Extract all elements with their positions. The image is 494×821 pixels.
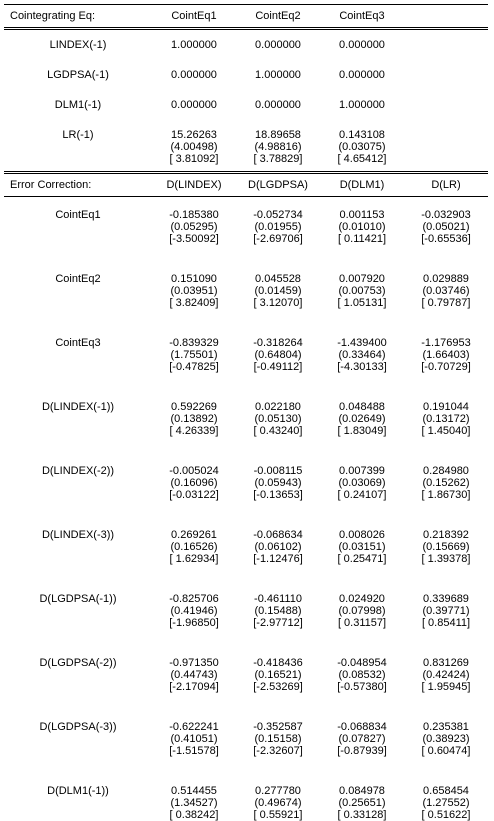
coefficient: 0.000000	[339, 69, 385, 81]
value-cell	[320, 39, 404, 51]
t-stat: [-0.70729]	[421, 361, 471, 373]
std-error: (0.01955)	[254, 221, 302, 233]
error-correction-body	[4, 205, 488, 821]
std-error: (1.75501)	[170, 349, 218, 361]
value-cell	[320, 529, 404, 565]
std-error: (1.34527)	[170, 797, 218, 809]
value-cell	[236, 99, 320, 111]
std-error: (0.01010)	[338, 221, 386, 233]
coefficient: -0.418436	[253, 657, 303, 669]
table-row	[4, 95, 488, 111]
coefficient: 0.191044	[423, 401, 469, 413]
value-cell	[404, 337, 488, 373]
row-label: CointEq2	[55, 273, 101, 285]
std-error: (0.41051)	[170, 733, 218, 745]
coefficient: 0.658454	[423, 785, 469, 797]
row-label: LINDEX(-1)	[49, 39, 107, 51]
t-stat: [-3.50092]	[169, 233, 219, 245]
t-stat: [ 4.26339]	[169, 425, 219, 437]
t-stat: [-0.87939]	[337, 745, 387, 757]
coefficient: -0.008115	[253, 465, 303, 477]
coefficient: -0.068834	[337, 721, 387, 733]
t-stat: [-2.97712]	[253, 617, 303, 629]
value-cell	[236, 529, 320, 565]
value-cell	[152, 337, 236, 373]
coefficient: 0.029889	[423, 273, 469, 285]
value-cell	[236, 129, 320, 165]
value-cell	[320, 209, 404, 245]
std-error: (0.15669)	[422, 541, 470, 553]
value-cell	[320, 129, 404, 165]
t-stat: [-0.13653]	[253, 489, 303, 501]
std-error: (0.41946)	[170, 605, 218, 617]
std-error: (0.38923)	[422, 733, 470, 745]
t-stat: [ 3.82409]	[169, 297, 219, 309]
t-stat: [ 0.38242]	[169, 809, 219, 821]
coefficient: 0.235381	[423, 721, 469, 733]
coefficient: 0.000000	[171, 69, 217, 81]
std-error: (0.01459)	[254, 285, 302, 297]
t-stat: [-0.65536]	[421, 233, 471, 245]
coefficient: -1.439400	[337, 337, 387, 349]
std-error: (0.15262)	[422, 477, 470, 489]
std-error: (0.49674)	[254, 797, 302, 809]
coefficient: 0.831269	[423, 657, 469, 669]
std-error: (0.03075)	[338, 141, 386, 153]
row-label: D(LGDPSA(-1))	[39, 593, 117, 605]
coefficient: 1.000000	[255, 69, 301, 81]
header-col: CointEq1	[171, 10, 217, 22]
coefficient: 1.000000	[171, 39, 217, 51]
value-cell	[404, 273, 488, 309]
std-error: (0.64804)	[254, 349, 302, 361]
t-stat: [ 1.05131]	[337, 297, 387, 309]
cointegrating-body	[4, 35, 488, 165]
std-error: (0.42424)	[422, 669, 470, 681]
coefficient: 0.084978	[339, 785, 385, 797]
value-cell	[404, 721, 488, 757]
cointegrating-header	[4, 5, 488, 27]
std-error: (0.02649)	[338, 413, 386, 425]
std-error: (0.05295)	[170, 221, 218, 233]
coefficient: 0.045528	[255, 273, 301, 285]
std-error: (0.07998)	[338, 605, 386, 617]
t-stat: [ 0.11421]	[337, 233, 387, 245]
value-cell	[236, 785, 320, 821]
value-cell	[236, 69, 320, 81]
std-error: (0.39771)	[422, 605, 470, 617]
std-error: (0.07827)	[338, 733, 386, 745]
coefficient: 0.048488	[339, 401, 385, 413]
value-cell	[320, 721, 404, 757]
std-error: (0.13172)	[422, 413, 470, 425]
row-label: D(LGDPSA(-2))	[39, 657, 117, 669]
std-error: (0.03746)	[422, 285, 470, 297]
t-stat: [ 0.51622]	[421, 809, 471, 821]
t-stat: [ 0.60474]	[421, 745, 471, 757]
value-cell	[404, 593, 488, 629]
t-stat: [ 0.55921]	[253, 809, 303, 821]
header-double-rule	[4, 27, 488, 30]
t-stat: [ 3.81092]	[169, 153, 219, 165]
t-stat: [ 0.31157]	[337, 617, 387, 629]
coefficient: 0.000000	[255, 39, 301, 51]
coefficient: 0.007920	[339, 273, 385, 285]
std-error: (0.15158)	[254, 733, 302, 745]
coefficient: -0.052734	[253, 209, 303, 221]
coefficient: 0.592269	[171, 401, 217, 413]
value-cell	[152, 785, 236, 821]
row-label: CointEq1	[55, 209, 101, 221]
t-stat: [-2.53269]	[253, 681, 303, 693]
row-label: LR(-1)	[62, 129, 94, 141]
value-cell	[320, 785, 404, 821]
value-cell	[320, 401, 404, 437]
table-row	[4, 65, 488, 81]
value-cell	[320, 465, 404, 501]
vec-estimates-table	[4, 4, 488, 821]
std-error: (4.00498)	[170, 141, 218, 153]
coefficient: -0.825706	[169, 593, 219, 605]
header-col: CointEq2	[255, 10, 301, 22]
coefficient: 0.151090	[171, 273, 217, 285]
t-stat: [-0.03122]	[169, 489, 219, 501]
coefficient: 0.001153	[339, 209, 385, 221]
value-cell	[152, 69, 236, 81]
header-label: Cointegrating Eq:	[10, 10, 95, 22]
value-cell	[320, 657, 404, 693]
table-row	[4, 125, 488, 165]
t-stat: [-0.47825]	[169, 361, 219, 373]
value-cell	[152, 129, 236, 165]
table-row	[4, 525, 488, 565]
value-cell	[152, 529, 236, 565]
coefficient: -0.068634	[253, 529, 303, 541]
std-error: (1.66403)	[422, 349, 470, 361]
t-stat: [ 0.85411]	[421, 617, 471, 629]
std-error: (0.33464)	[338, 349, 386, 361]
t-stat: [-4.30133]	[337, 361, 387, 373]
table-row	[4, 653, 488, 693]
coefficient: -0.622241	[169, 721, 219, 733]
header-label: Error Correction:	[10, 179, 92, 191]
header-rule	[4, 196, 488, 197]
std-error: (0.44743)	[170, 669, 218, 681]
t-stat: [-2.17094]	[169, 681, 219, 693]
t-stat: [-2.32607]	[253, 745, 303, 757]
table-row	[4, 461, 488, 501]
std-error: (0.16521)	[254, 669, 302, 681]
value-cell	[236, 593, 320, 629]
coefficient: 0.007399	[339, 465, 385, 477]
std-error: (0.03069)	[338, 477, 386, 489]
table-row	[4, 333, 488, 373]
coefficient: -0.839329	[169, 337, 219, 349]
value-cell	[320, 69, 404, 81]
header-col: D(LINDEX)	[166, 179, 222, 191]
std-error: (1.27552)	[422, 797, 470, 809]
coefficient: -0.352587	[253, 721, 303, 733]
value-cell	[236, 39, 320, 51]
header-col: D(DLM1)	[339, 179, 385, 191]
table-row	[4, 397, 488, 437]
table-row	[4, 269, 488, 309]
t-stat: [-0.49112]	[253, 361, 303, 373]
header-col: D(LR)	[431, 179, 461, 191]
t-stat: [-2.69706]	[253, 233, 303, 245]
coefficient: 0.514455	[171, 785, 217, 797]
t-stat: [ 0.25471]	[337, 553, 387, 565]
coefficient: 18.89658	[255, 129, 301, 141]
t-stat: [ 0.24107]	[337, 489, 387, 501]
coefficient: -0.005024	[169, 465, 219, 477]
t-stat: [-1.12476]	[253, 553, 303, 565]
value-cell	[404, 529, 488, 565]
coefficient: -0.461110	[254, 593, 302, 605]
value-cell	[236, 657, 320, 693]
value-cell	[404, 657, 488, 693]
value-cell	[152, 39, 236, 51]
header-col: D(LGDPSA)	[248, 179, 308, 191]
coefficient: -0.032903	[421, 209, 471, 221]
coefficient: 0.000000	[339, 39, 385, 51]
value-cell	[152, 99, 236, 111]
t-stat: [ 1.39378]	[421, 553, 471, 565]
std-error: (0.03951)	[170, 285, 218, 297]
coefficient: 15.26263	[171, 129, 217, 141]
coefficient: 0.143108	[339, 129, 385, 141]
value-cell	[404, 465, 488, 501]
value-cell	[320, 593, 404, 629]
value-cell	[152, 593, 236, 629]
t-stat: [ 1.83049]	[337, 425, 387, 437]
t-stat: [-1.96850]	[169, 617, 219, 629]
std-error: (0.15488)	[254, 605, 302, 617]
coefficient: 1.000000	[339, 99, 385, 111]
std-error: (0.25651)	[338, 797, 386, 809]
t-stat: [ 4.65412]	[337, 153, 387, 165]
std-error: (0.16526)	[170, 541, 218, 553]
value-cell	[236, 401, 320, 437]
t-stat: [ 3.78829]	[253, 153, 303, 165]
row-label: D(LINDEX(-2))	[41, 465, 115, 477]
std-error: (0.05130)	[254, 413, 302, 425]
std-error: (0.13892)	[170, 413, 218, 425]
value-cell	[236, 465, 320, 501]
coefficient: 0.000000	[255, 99, 301, 111]
table-row	[4, 589, 488, 629]
coefficient: 0.000000	[171, 99, 217, 111]
t-stat: [ 3.12070]	[253, 297, 303, 309]
value-cell	[236, 273, 320, 309]
t-stat: [ 0.33128]	[337, 809, 387, 821]
value-cell	[152, 657, 236, 693]
std-error: (0.05943)	[254, 477, 302, 489]
coefficient: 0.024920	[339, 593, 385, 605]
value-cell	[404, 785, 488, 821]
std-error: (0.03151)	[338, 541, 386, 553]
coefficient: 0.218392	[423, 529, 469, 541]
t-stat: [ 0.79787]	[421, 297, 471, 309]
coefficient: -0.185380	[169, 209, 219, 221]
coefficient: -0.318264	[253, 337, 303, 349]
row-label: D(DLM1(-1))	[47, 785, 109, 797]
std-error: (0.08532)	[338, 669, 386, 681]
coefficient: -1.176953	[421, 337, 471, 349]
table-row	[4, 781, 488, 821]
row-label: LGDPSA(-1)	[47, 69, 109, 81]
value-cell	[152, 401, 236, 437]
value-cell	[320, 99, 404, 111]
value-cell	[404, 209, 488, 245]
table-row	[4, 205, 488, 245]
value-cell	[152, 209, 236, 245]
value-cell	[236, 337, 320, 373]
std-error: (0.06102)	[254, 541, 302, 553]
value-cell	[320, 337, 404, 373]
std-error: (0.16096)	[170, 477, 218, 489]
coefficient: -0.048954	[337, 657, 387, 669]
header-col: CointEq3	[339, 10, 385, 22]
coefficient: -0.971350	[169, 657, 219, 669]
t-stat: [-0.57380]	[337, 681, 387, 693]
std-error: (0.05021)	[422, 221, 470, 233]
value-cell	[152, 465, 236, 501]
table-row	[4, 717, 488, 757]
row-label: D(LGDPSA(-3))	[39, 721, 117, 733]
error-correction-header	[4, 174, 488, 196]
table-row	[4, 35, 488, 51]
t-stat: [ 1.86730]	[421, 489, 471, 501]
t-stat: [ 1.95945]	[421, 681, 471, 693]
coefficient: 0.022180	[255, 401, 301, 413]
row-label: D(LINDEX(-1))	[41, 401, 115, 413]
value-cell	[152, 721, 236, 757]
coefficient: 0.008026	[339, 529, 385, 541]
coefficient: 0.277780	[255, 785, 301, 797]
row-label: D(LINDEX(-3))	[41, 529, 115, 541]
row-label: DLM1(-1)	[54, 99, 102, 111]
value-cell	[404, 401, 488, 437]
value-cell	[152, 273, 236, 309]
coefficient: 0.284980	[423, 465, 469, 477]
t-stat: [-1.51578]	[169, 745, 219, 757]
value-cell	[236, 721, 320, 757]
std-error: (4.98816)	[254, 141, 302, 153]
row-label: CointEq3	[55, 337, 101, 349]
t-stat: [ 1.45040]	[421, 425, 471, 437]
coefficient: 0.339689	[423, 593, 469, 605]
t-stat: [ 0.43240]	[253, 425, 303, 437]
value-cell	[320, 273, 404, 309]
coefficient: 0.269261	[171, 529, 217, 541]
std-error: (0.00753)	[338, 285, 386, 297]
value-cell	[236, 209, 320, 245]
t-stat: [ 1.62934]	[169, 553, 219, 565]
